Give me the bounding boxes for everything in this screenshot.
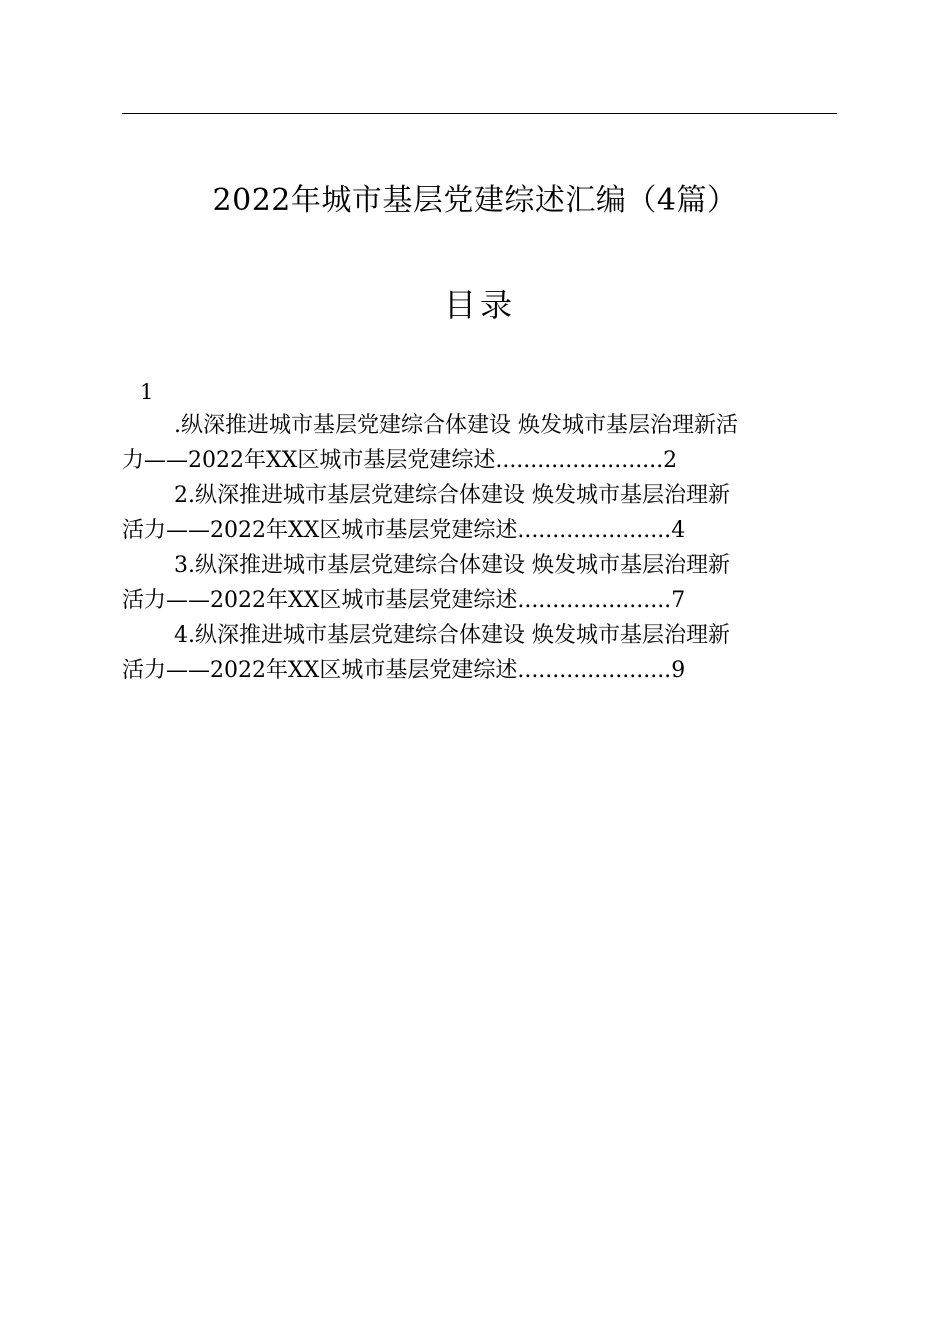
toc-entry-line2 [122,443,677,478]
toc-entry-text: 力——2022年XX区城市基层党建综述 [122,448,496,473]
toc-list-marker: 1 [140,380,154,404]
toc-entry-text: 活力——2022年XX区城市基层党建综述 [122,658,518,683]
toc-entry-line1: 3.纵深推进城市基层党建综合体建设 焕发城市基层治理新 [174,553,730,578]
toc-page-number: 9 [671,658,686,683]
toc-entry-text: 活力——2022年XX区城市基层党建综述 [122,518,518,543]
toc-leader-dots: ...................... [517,658,672,683]
toc-entry-line1: .纵深推进城市基层党建综合体建设 焕发城市基层治理新活 [174,413,738,438]
toc-page-number: 2 [663,448,678,473]
toc-leader-dots: ...................... [517,588,672,613]
toc-entry[interactable] [122,478,837,548]
toc-entry[interactable] [122,548,837,618]
toc-entry-text: 活力——2022年XX区城市基层党建综述 [122,588,518,613]
table-of-contents [122,376,837,688]
toc-page-number: 4 [671,518,686,543]
toc-entry-line1: 2.纵深推进城市基层党建综合体建设 焕发城市基层治理新 [174,483,730,508]
header-rule [122,113,837,114]
toc-entry-line2 [122,583,685,618]
toc-entry[interactable] [122,618,837,688]
toc-leader-dots: ........................ [495,448,664,473]
toc-entry-line1: 4.纵深推进城市基层党建综合体建设 焕发城市基层治理新 [174,623,730,648]
toc-heading: 目录 [443,286,516,324]
document-title: 2022年城市基层党建综述汇编（4篇） [212,183,738,218]
toc-entry[interactable] [122,408,837,478]
toc-entry-line2 [122,513,685,548]
toc-page-number: 7 [671,588,686,613]
toc-leader-dots: ...................... [517,518,672,543]
toc-entry-line2 [122,653,685,688]
